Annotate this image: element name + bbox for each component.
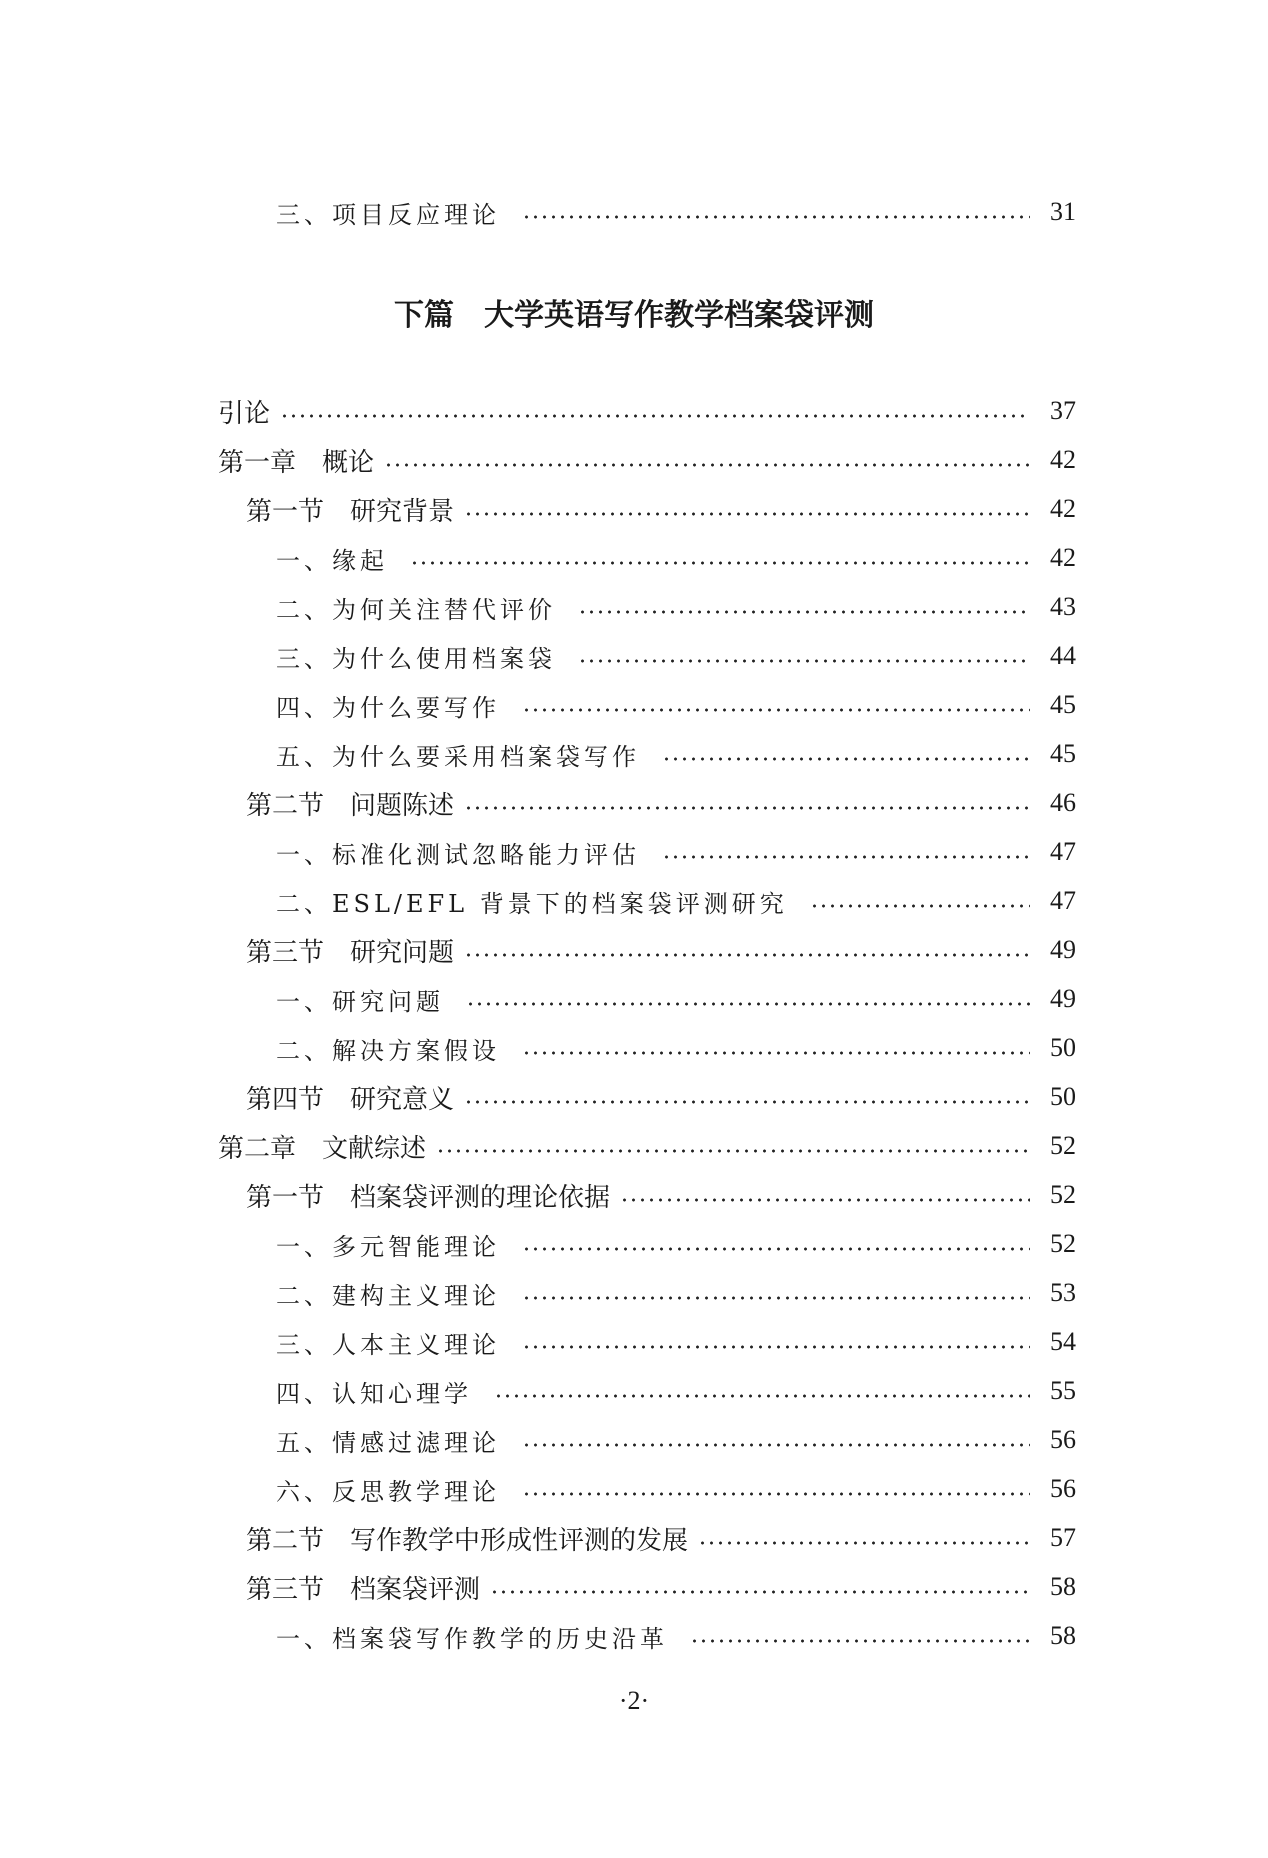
toc-entry-page: 47 bbox=[1050, 886, 1076, 915]
toc-entry-label: 四、为什么要写作 bbox=[276, 693, 500, 722]
toc-entry-page: 46 bbox=[1050, 788, 1076, 817]
toc-entry bbox=[276, 1320, 1076, 1364]
toc-entry-label: 四、认知心理学 bbox=[276, 1379, 472, 1408]
toc-entry bbox=[276, 879, 1076, 923]
page-number: ·2· bbox=[618, 1686, 650, 1715]
toc-entry-page: 45 bbox=[1050, 690, 1076, 719]
dot-leader bbox=[522, 708, 1030, 712]
dot-leader bbox=[494, 1394, 1030, 1398]
toc-entry-page: 55 bbox=[1050, 1376, 1076, 1405]
toc-entry-page: 53 bbox=[1050, 1278, 1076, 1307]
toc-entry-page: 37 bbox=[1050, 396, 1076, 425]
toc-entry-page: 49 bbox=[1050, 935, 1076, 964]
toc-entry-label: 五、为什么要采用档案袋写作 bbox=[276, 742, 640, 771]
dot-leader bbox=[464, 806, 1030, 810]
toc-entry bbox=[276, 683, 1076, 727]
dot-leader bbox=[410, 561, 1030, 565]
toc-entry-label: 二、解决方案假设 bbox=[276, 1036, 500, 1065]
dot-leader bbox=[522, 1443, 1030, 1447]
part-title: 下篇 大学英语写作教学档案袋评测 bbox=[394, 298, 874, 333]
toc-entry-page: 44 bbox=[1050, 641, 1076, 670]
toc-entry-page: 47 bbox=[1050, 837, 1076, 866]
toc-entry-label: 第一节 研究背景 bbox=[246, 496, 455, 527]
dot-leader bbox=[522, 1345, 1030, 1349]
toc-entry-label: 第二节 写作教学中形成性评测的发展 bbox=[246, 1525, 689, 1556]
toc-entry bbox=[276, 977, 1076, 1021]
toc-entry bbox=[218, 1124, 1076, 1168]
toc-entry bbox=[276, 1369, 1076, 1413]
toc-entry-page: 49 bbox=[1050, 984, 1076, 1013]
toc-entry bbox=[246, 487, 1076, 531]
toc-entry-label: 第四节 研究意义 bbox=[246, 1084, 455, 1115]
dot-leader bbox=[464, 512, 1030, 516]
dot-leader bbox=[522, 1492, 1030, 1496]
toc-entry-label: 第一节 档案袋评测的理论依据 bbox=[246, 1182, 611, 1213]
toc-entry-page: 52 bbox=[1050, 1131, 1076, 1160]
dot-leader bbox=[578, 610, 1030, 614]
toc-entry bbox=[276, 1271, 1076, 1315]
toc-entry-page: 42 bbox=[1050, 445, 1076, 474]
toc-entry bbox=[246, 1173, 1076, 1217]
toc-entry-label: 第一章 概论 bbox=[218, 447, 375, 478]
dot-leader bbox=[280, 414, 1030, 418]
toc-entry-label: 三、为什么使用档案袋 bbox=[276, 644, 556, 673]
toc-entry-page: 54 bbox=[1050, 1327, 1076, 1356]
toc-entry bbox=[218, 389, 1076, 433]
dot-leader bbox=[384, 463, 1030, 467]
toc-entry-label: 五、情感过滤理论 bbox=[276, 1428, 500, 1457]
dot-leader bbox=[522, 215, 1030, 219]
dot-leader bbox=[662, 757, 1030, 761]
toc-entry bbox=[276, 585, 1076, 629]
dot-leader bbox=[464, 1100, 1030, 1104]
toc-entry-page: 42 bbox=[1050, 494, 1076, 523]
dot-leader bbox=[578, 659, 1030, 663]
toc-entry-page: 42 bbox=[1050, 543, 1076, 572]
toc-entry-page: 50 bbox=[1050, 1082, 1076, 1111]
toc-entry bbox=[276, 1222, 1076, 1266]
toc-entry bbox=[276, 634, 1076, 678]
dot-leader bbox=[522, 1051, 1030, 1055]
toc-entry-label: 一、多元智能理论 bbox=[276, 1232, 500, 1261]
toc-entry bbox=[246, 1516, 1076, 1560]
toc-entry-label: 第三节 档案袋评测 bbox=[246, 1574, 481, 1605]
toc-entry bbox=[218, 438, 1076, 482]
toc-entry-label: 一、研究问题 bbox=[276, 987, 444, 1016]
dot-leader bbox=[810, 904, 1030, 908]
toc-entry bbox=[246, 1075, 1076, 1119]
toc-entry-page: 57 bbox=[1050, 1523, 1076, 1552]
toc-entry bbox=[276, 190, 1076, 234]
toc-entry-label: 三、项目反应理论 bbox=[276, 200, 500, 229]
toc-entry-page: 52 bbox=[1050, 1180, 1076, 1209]
toc-entry bbox=[276, 1614, 1076, 1658]
toc-entry-label: 二、为何关注替代评价 bbox=[276, 595, 556, 624]
dot-leader bbox=[698, 1541, 1030, 1545]
toc-entry bbox=[276, 830, 1076, 874]
dot-leader bbox=[436, 1149, 1030, 1153]
dot-leader bbox=[464, 953, 1030, 957]
dot-leader bbox=[690, 1639, 1030, 1643]
dot-leader bbox=[662, 855, 1030, 859]
toc-entry bbox=[276, 732, 1076, 776]
toc-entry-page: 58 bbox=[1050, 1621, 1076, 1650]
dot-leader bbox=[620, 1198, 1030, 1202]
toc-entry-label: 第三节 研究问题 bbox=[246, 937, 455, 968]
toc-entry-page: 56 bbox=[1050, 1425, 1076, 1454]
toc-entry-page: 45 bbox=[1050, 739, 1076, 768]
toc-entry bbox=[246, 928, 1076, 972]
toc-entry-page: 58 bbox=[1050, 1572, 1076, 1601]
dot-leader bbox=[522, 1296, 1030, 1300]
dot-leader bbox=[522, 1247, 1030, 1251]
toc-entry-page: 56 bbox=[1050, 1474, 1076, 1503]
toc-entry bbox=[276, 1026, 1076, 1070]
toc-entry-page: 52 bbox=[1050, 1229, 1076, 1258]
toc-entry bbox=[276, 536, 1076, 580]
toc-entry-label: 一、档案袋写作教学的历史沿革 bbox=[276, 1624, 668, 1653]
toc-entry-label: 六、反思教学理论 bbox=[276, 1477, 500, 1506]
toc-entry-label: 一、缘起 bbox=[276, 546, 388, 575]
toc-entry-label: 三、人本主义理论 bbox=[276, 1330, 500, 1359]
toc-entry bbox=[246, 1565, 1076, 1609]
toc-entry-label: 第二章 文献综述 bbox=[218, 1133, 427, 1164]
toc-entry bbox=[246, 781, 1076, 825]
toc-entry bbox=[276, 1467, 1076, 1511]
toc-entry-page: 31 bbox=[1050, 197, 1076, 226]
toc-entry-label: 一、标准化测试忽略能力评估 bbox=[276, 840, 640, 869]
dot-leader bbox=[490, 1590, 1030, 1594]
dot-leader bbox=[466, 1002, 1030, 1006]
toc-entry-page: 43 bbox=[1050, 592, 1076, 621]
toc-entry-page: 50 bbox=[1050, 1033, 1076, 1062]
toc-entry-label: 二、建构主义理论 bbox=[276, 1281, 500, 1310]
toc-entry-label: 第二节 问题陈述 bbox=[246, 790, 455, 821]
toc-entry bbox=[276, 1418, 1076, 1462]
toc-entry-label: 引论 bbox=[218, 398, 271, 429]
toc-entry-label: 二、ESL/EFL 背景下的档案袋评测研究 bbox=[276, 889, 788, 918]
